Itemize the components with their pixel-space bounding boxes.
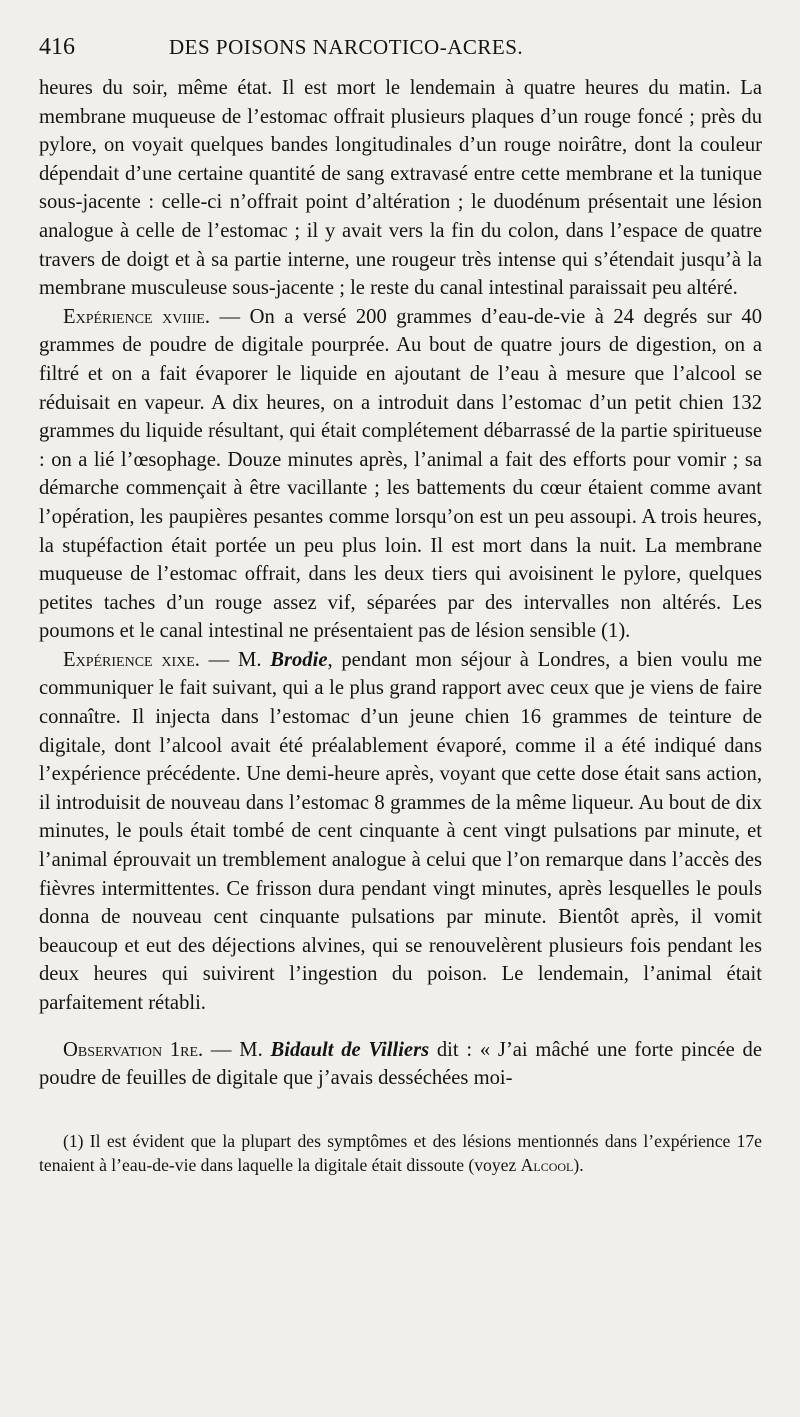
paragraph-text: , pendant mon séjour à Londres, a bien voulu me communiquer le fait suivant, qui a le plus grand rapport avec ceux que je viens de faire connaître. Il injecta dans l’estomac d’un jeune chien 16 grammes de teinture de digitale, dont l’alcool avait été préalablement évaporé, comme il a été indiqué dans l’expérience précédente. Une demi-heure après, voyant que cette dose était sans action, il introduisit de nouveau dans l’estomac 8 grammes de la même liqueur. Au bout de dix minutes, le pouls était tombé de cent cinquante à cent vingt pulsations par minute, et l’animal éprouvait un tremblement analogue à celui que l’on remarque dans l’accès des fièvres intermittentes. Ce frisson dura pendant vingt minutes, après lesquelles le pouls donna de nouveau cent cinquante pulsations par minute. Bientôt après, il vomit beaucoup et eut des déjections alvines, qui se renouvelèrent plusieurs fois pendant les deux heures qui suivirent l’ingestion du poison. Le lendemain, l’animal était parfaitement rétabli. [39,648,762,1014]
paragraph-experience-19 [39,646,762,1018]
footnote-text [39,1129,762,1177]
paragraph-experience-18 [39,303,762,646]
observation-label: Observation 1re. [63,1038,204,1061]
paragraph-text: — M. [199,648,271,671]
footnote-text-part: (1) Il est évident que la plupart des symptômes et des lésions mentionnés dans l’expérience 17e tenaient à l’eau-de-vie dans laquelle la digitale était dissoute (voyez [39,1130,762,1175]
experience-label: Expérience xixe. [63,648,200,671]
page-header [39,34,762,74]
person-name: Bidault de Villiers [270,1038,430,1061]
person-name: Brodie [270,648,328,671]
paragraph-text: — On a versé 200 grammes d’eau-de-vie à 24 degrés sur 40 grammes de poudre de digitale pourprée. Au bout de quatre jours de digestion, on a filtré et on a fait évaporer le liquide en ajoutant de l’eau à mesure que l’alcool se réduisait en vapeur. A dix heures, on a introduit dans l’estomac d’un petit chien 132 grammes du liquide résultant, qui était complétement débarrassé de la partie spiritueuse : on a lié l’œsophage. Douze minutes après, l’animal a fait des efforts pour vomir ; sa démarche commençait à être vacillante ; les battements du cœur étaient comme avant l’opération, les paupières pesantes comme lorsqu’on est un peu assoupi. A trois heures, la stupéfaction était portée un peu plus loin. Il est mort dans la nuit. La membrane muqueuse de l’estomac offrait, dans les deux tiers qui avoisinent le pylore, quelques petites taches d’un rouge assez vif, séparées par des intervalles non altérés. Les poumons et le canal intestinal ne présentaient pas de lésion sensible (1). [39,305,762,643]
running-title: DES POISONS NARCOTICO-ACRES. [169,35,524,59]
footnote-text-part: ). [573,1154,584,1175]
footnote [39,1129,762,1177]
paragraph-observation-1 [39,1036,762,1093]
main-text [39,74,762,1093]
paragraph-text: — M. [203,1038,271,1061]
paragraph-continuation: heures du soir, même état. Il est mort le lendemain à quatre heures du matin. La membrane muqueuse de l’estomac offrait plusieurs plaques d’un rouge foncé ; près du pylore, on voyait quelques bandes longitudinales d’un rouge noirâtre, dont la couleur dépendait d’une certaine quantité de sang extravasé entre cette membrane et la tunique sous-jacente : celle-ci n’offrait point d’altération ; le duodénum présentait une lésion analogue à celle de l’estomac ; il y avait vers la fin du colon, dans l’espace de quatre travers de doigt et à sa partie interne, une rougeur très intense qui s’étendait jusqu’à la membrane musculeuse sous-jacente ; le reste du canal intestinal paraissait peu altéré. [39,77,762,300]
experience-label: Expérience xviiie. [63,305,210,328]
footnote-reference: Alcool [520,1154,574,1175]
page-number: 416 [39,34,75,60]
paragraph-text: dit : « J’ai mâché une forte pincée de poudre de feuilles de digitale que j’avais desséchées moi- [39,1038,762,1090]
